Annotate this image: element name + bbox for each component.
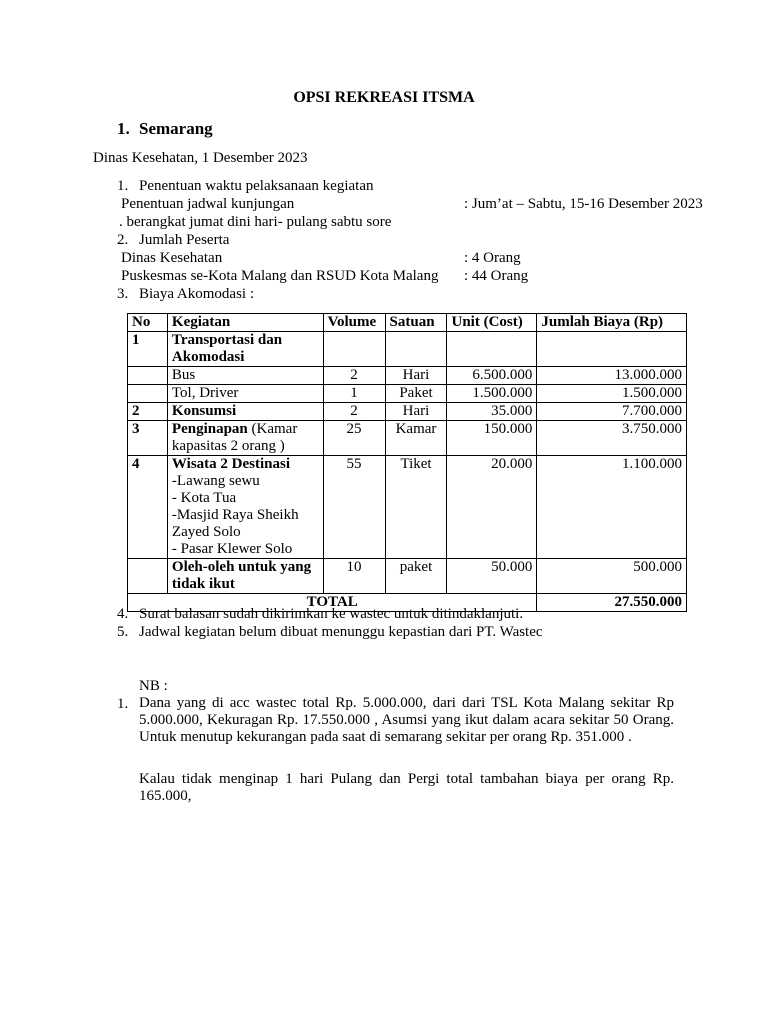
cell-satuan xyxy=(385,332,447,367)
header-jumlah: Jumlah Biaya (Rp) xyxy=(537,314,687,332)
list-text: Biaya Akomodasi : xyxy=(139,286,254,302)
cell-unit: 6.500.000 xyxy=(447,367,537,385)
cell-kegiatan: Oleh-oleh untuk yang tidak ikut xyxy=(167,559,323,594)
participant-label-dinkes: Dinas Kesehatan xyxy=(121,250,223,266)
nb-paragraph-2-text: Kalau tidak menginap 1 hari Pulang dan Pergi total tambahan biaya per orang Rp. 165.000, xyxy=(139,771,674,804)
nb-number: 1. xyxy=(117,696,129,712)
cell-no: 1 xyxy=(128,332,168,367)
table-row xyxy=(128,456,687,559)
cell-jumlah: 1.500.000 xyxy=(537,385,687,403)
cell-volume: 55 xyxy=(323,456,385,559)
cell-satuan: Kamar xyxy=(385,421,447,456)
table-row xyxy=(128,403,687,421)
cell-no xyxy=(128,385,168,403)
cell-no xyxy=(128,367,168,385)
schedule-note: . berangkat jumat dini hari- pulang sabtu sore xyxy=(119,214,392,230)
cell-no: 2 xyxy=(128,403,168,421)
cell-kegiatan xyxy=(167,456,323,559)
cell-unit: 50.000 xyxy=(447,559,537,594)
cell-jumlah xyxy=(537,332,687,367)
list-item-3 xyxy=(117,285,254,303)
cell-no: 3 xyxy=(128,421,168,456)
list-item-5 xyxy=(117,623,543,641)
header-kegiatan: Kegiatan xyxy=(167,314,323,332)
cell-unit xyxy=(447,332,537,367)
cell-no: 4 xyxy=(128,456,168,559)
nb-paragraph-2 xyxy=(139,771,674,805)
cell-unit: 150.000 xyxy=(447,421,537,456)
cell-unit: 35.000 xyxy=(447,403,537,421)
header-volume: Volume xyxy=(323,314,385,332)
cell-kegiatan: Konsumsi xyxy=(167,403,323,421)
destination-item: - Pasar Klewer Solo xyxy=(171,541,293,557)
header-no: No xyxy=(128,314,168,332)
cell-jumlah: 7.700.000 xyxy=(537,403,687,421)
cell-kegiatan xyxy=(167,421,323,456)
kegiatan-bold: Penginapan xyxy=(171,421,248,437)
dateline: Dinas Kesehatan, 1 Desember 2023 xyxy=(93,150,308,166)
list-number: 2. xyxy=(117,232,129,248)
cell-jumlah: 3.750.000 xyxy=(537,421,687,456)
list-number: 1. xyxy=(117,178,129,194)
cell-volume: 2 xyxy=(323,403,385,421)
list-text: Jadwal kegiatan belum dibuat menunggu kepastian dari PT. Wastec xyxy=(139,624,543,640)
list-item-4 xyxy=(117,605,523,623)
list-number: 5. xyxy=(117,624,129,640)
header-satuan: Satuan xyxy=(385,314,447,332)
cell-unit: 20.000 xyxy=(447,456,537,559)
section-name: Semarang xyxy=(139,119,213,138)
cell-kegiatan: Bus xyxy=(167,367,323,385)
header-unit-cost: Unit (Cost) xyxy=(447,314,537,332)
total-value: 27.550.000 xyxy=(537,594,687,612)
list-text: Penentuan waktu pelaksanaan kegiatan xyxy=(139,178,374,194)
section-heading xyxy=(117,120,213,138)
cell-satuan: paket xyxy=(385,559,447,594)
schedule-value: : Jum’at – Sabtu, 15-16 Desember 2023 xyxy=(464,196,703,212)
cell-volume: 2 xyxy=(323,367,385,385)
list-number: 3. xyxy=(117,286,129,302)
cell-satuan: Paket xyxy=(385,385,447,403)
table-row xyxy=(128,559,687,594)
table-header-row xyxy=(128,314,687,332)
nb-label: NB : xyxy=(139,678,168,694)
list-item-2 xyxy=(117,231,229,249)
cell-no xyxy=(128,559,168,594)
table-row xyxy=(128,332,687,367)
list-text: Jumlah Peserta xyxy=(139,232,230,248)
cell-satuan: Hari xyxy=(385,367,447,385)
cell-satuan: Tiket xyxy=(385,456,447,559)
list-item-1 xyxy=(117,177,374,195)
kegiatan-rest: (Kamar kapasitas 2 orang ) xyxy=(171,421,298,454)
page-title: OPSI REKREASI ITSMA xyxy=(293,89,475,106)
kegiatan-bold: Wisata 2 Destinasi xyxy=(171,456,290,472)
table-row xyxy=(128,367,687,385)
cell-kegiatan: Tol, Driver xyxy=(167,385,323,403)
cost-table xyxy=(127,313,687,612)
nb-paragraph-1 xyxy=(139,695,674,746)
cell-satuan: Hari xyxy=(385,403,447,421)
list-number: 4. xyxy=(117,606,129,622)
participant-value-dinkes: : 4 Orang xyxy=(464,250,521,266)
destination-item: -Lawang sewu xyxy=(171,473,260,489)
nb-paragraph-1-text: Dana yang di acc wastec total Rp. 5.000.000, dari dari TSL Kota Malang sekitar Rp 5.000.000, Kekuragan Rp. 17.550.000 , Asumsi yang ikut dalam acara sekitar 50 Orang. Untuk menutup kekurangan pada saat di semarang sekitar per orang Rp. 351.000 . xyxy=(139,695,674,745)
participant-value-puskesmas: : 44 Orang xyxy=(464,268,529,284)
cell-volume xyxy=(323,332,385,367)
table-row xyxy=(128,421,687,456)
section-number: 1. xyxy=(117,119,130,138)
cell-jumlah: 500.000 xyxy=(537,559,687,594)
cell-volume: 25 xyxy=(323,421,385,456)
cell-volume: 1 xyxy=(323,385,385,403)
table-row xyxy=(128,385,687,403)
participant-label-puskesmas: Puskesmas se-Kota Malang dan RSUD Kota Malang xyxy=(121,268,439,284)
destination-item: - Kota Tua xyxy=(171,490,237,506)
cell-jumlah: 1.100.000 xyxy=(537,456,687,559)
cell-jumlah: 13.000.000 xyxy=(537,367,687,385)
schedule-label: Penentuan jadwal kunjungan xyxy=(121,196,295,212)
cell-volume: 10 xyxy=(323,559,385,594)
cell-unit: 1.500.000 xyxy=(447,385,537,403)
list-text: Surat balasan sudah dikirimkan ke wastec untuk ditindaklanjuti. xyxy=(139,606,524,622)
cell-kegiatan: Transportasi dan Akomodasi xyxy=(167,332,323,367)
destination-item: -Masjid Raya Sheikh Zayed Solo xyxy=(171,507,299,540)
total-label: TOTAL xyxy=(128,594,537,612)
